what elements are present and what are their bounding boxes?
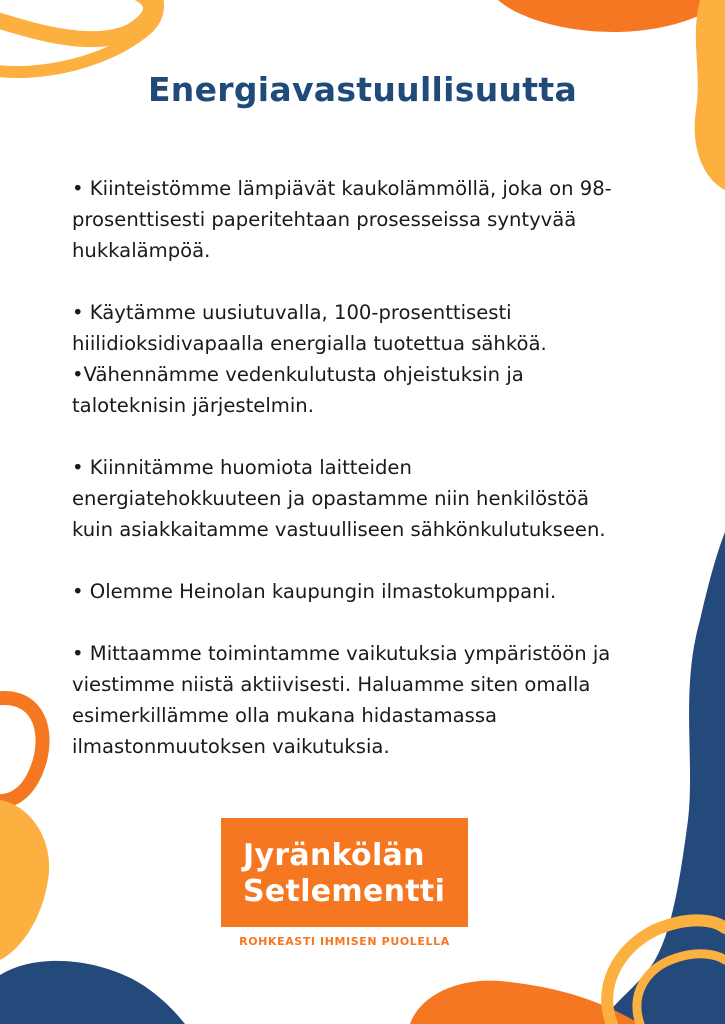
logo-text-line-2: Setlementti bbox=[243, 874, 446, 909]
text-line: hiilidioksidivapaalla energialla tuotettua sähköä. bbox=[72, 332, 547, 355]
text-line: • Olemme Heinolan kaupungin ilmastokumppani. bbox=[72, 580, 557, 603]
top-right-orange-blob bbox=[498, 0, 725, 32]
text-line: energiatehokkuuteen ja opastamme niin henkilöstöä bbox=[72, 487, 590, 510]
text-line: prosenttisesti paperitehtaan prosesseissa syntyvää bbox=[72, 208, 577, 231]
bullet-paragraph bbox=[72, 638, 662, 762]
text-line: hukkalämpöä. bbox=[72, 239, 211, 262]
logo-tagline: ROHKEASTI IHMISEN PUOLELLA bbox=[239, 935, 450, 948]
logo-text-line-1: Jyränkölän bbox=[243, 838, 425, 873]
text-line: ilmastonmuutoksen vaikutuksia. bbox=[72, 735, 390, 758]
bottom-left-yellow-blob bbox=[0, 800, 49, 960]
text-line: taloteknisin järjestelmin. bbox=[72, 394, 314, 417]
bullet-paragraph bbox=[72, 297, 662, 421]
text-line: viestimme niistä aktiivisesti. Haluamme siten omalla bbox=[72, 673, 591, 696]
text-line: • Kiinnitämme huomiota laitteiden bbox=[72, 456, 412, 479]
bullet-paragraph bbox=[72, 173, 662, 266]
bullet-list bbox=[72, 173, 662, 793]
bullet-paragraph bbox=[72, 452, 662, 545]
text-line: • Käytämme uusiutuvalla, 100-prosenttisesti bbox=[72, 301, 512, 324]
organization-logo bbox=[221, 818, 468, 927]
text-line: esimerkillämme olla mukana hidastamassa bbox=[72, 704, 498, 727]
text-line: •Vähennämme vedenkulutusta ohjeistuksin ja bbox=[72, 363, 524, 386]
bottom-left-navy-blob bbox=[0, 961, 185, 1024]
text-line: kuin asiakkaitamme vastuulliseen sähkönkulutukseen. bbox=[72, 518, 606, 541]
text-line: • Kiinteistömme lämpiävät kaukolämmöllä, joka on 98- bbox=[72, 177, 612, 200]
text-line: • Mittaamme toimintamme vaikutuksia ympäristöön ja bbox=[72, 642, 611, 665]
page-title: Energiavastuullisuutta bbox=[147, 70, 578, 109]
bullet-paragraph bbox=[72, 576, 662, 607]
left-orange-brush-stroke bbox=[0, 698, 43, 801]
top-left-brush-stroke bbox=[0, 0, 151, 39]
